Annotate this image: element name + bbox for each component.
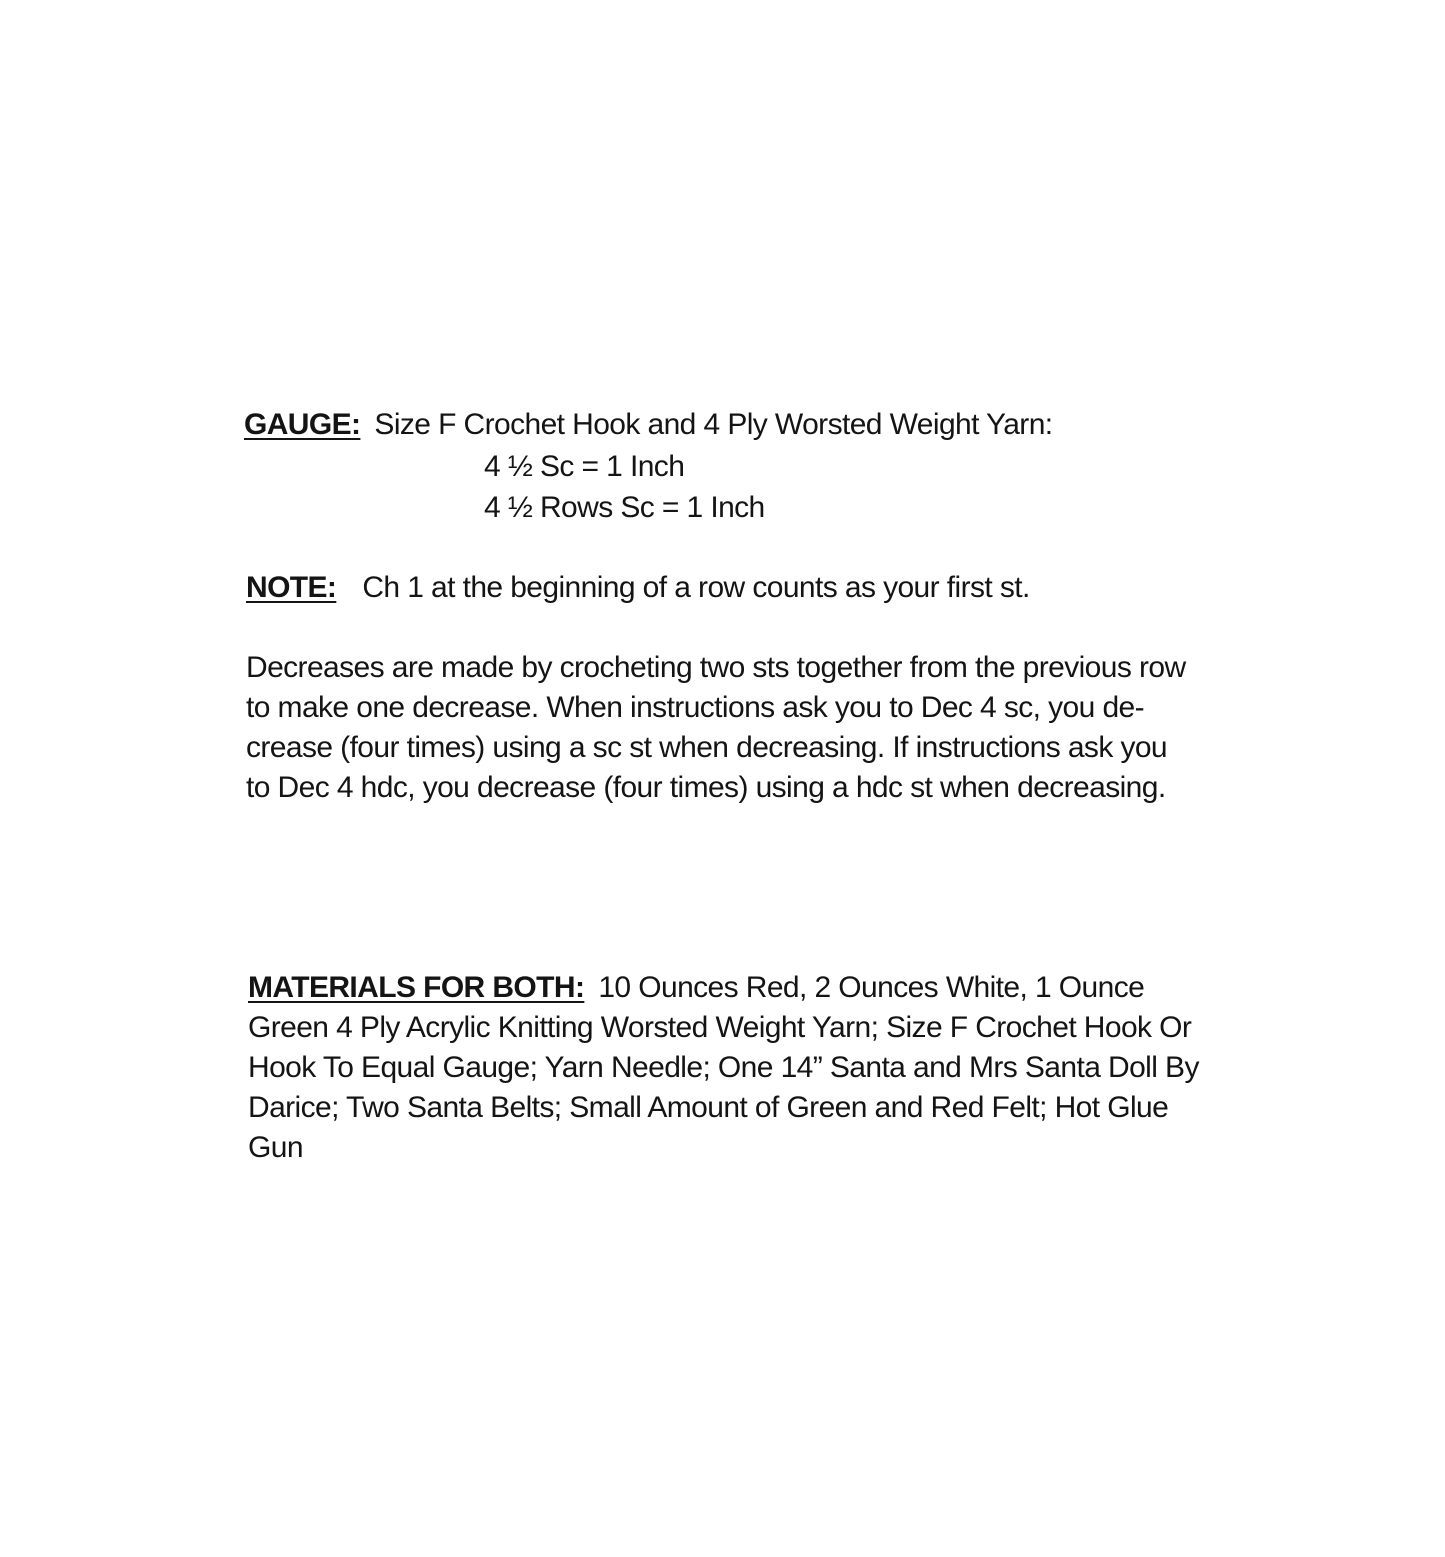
note-line xyxy=(246,568,1030,608)
decreases-line: to make one decrease. When instructions ask you to Dec 4 sc, you de- xyxy=(246,691,1145,724)
gauge-heading: GAUGE: xyxy=(244,408,361,441)
materials-paragraph xyxy=(248,968,1199,1168)
materials-line: Gun xyxy=(248,1131,303,1164)
note-heading: NOTE: xyxy=(246,571,337,604)
materials-heading: MATERIALS FOR BOTH: xyxy=(248,971,585,1004)
materials-line: Darice; Two Santa Belts; Small Amount of Green and Red Felt; Hot Glue xyxy=(248,1091,1169,1124)
materials-line: Green 4 Ply Acrylic Knitting Worsted Weight Yarn; Size F Crochet Hook Or xyxy=(248,1011,1192,1044)
gauge-text: Size F Crochet Hook and 4 Ply Worsted Weight Yarn: xyxy=(374,408,1053,441)
decreases-line: Decreases are made by crocheting two sts together from the previous row xyxy=(246,651,1186,684)
decreases-line: to Dec 4 hdc, you decrease (four times) using a hdc st when decreasing. xyxy=(246,771,1166,804)
decreases-paragraph xyxy=(246,648,1186,808)
materials-first-text: 10 Ounces Red, 2 Ounces White, 1 Ounce xyxy=(598,971,1145,1004)
materials-first-line xyxy=(248,968,1199,1008)
materials-line: Hook To Equal Gauge; Yarn Needle; One 14” Santa and Mrs Santa Doll By xyxy=(248,1051,1199,1084)
note-text: Ch 1 at the beginning of a row counts as your first st. xyxy=(362,571,1030,604)
gauge-line xyxy=(244,405,1053,445)
decreases-line: crease (four times) using a sc st when decreasing. If instructions ask you xyxy=(246,731,1168,764)
gauge-rows-line: 4 ½ Rows Sc = 1 Inch xyxy=(484,491,765,524)
gauge-stitch-line: 4 ½ Sc = 1 Inch xyxy=(484,450,685,483)
